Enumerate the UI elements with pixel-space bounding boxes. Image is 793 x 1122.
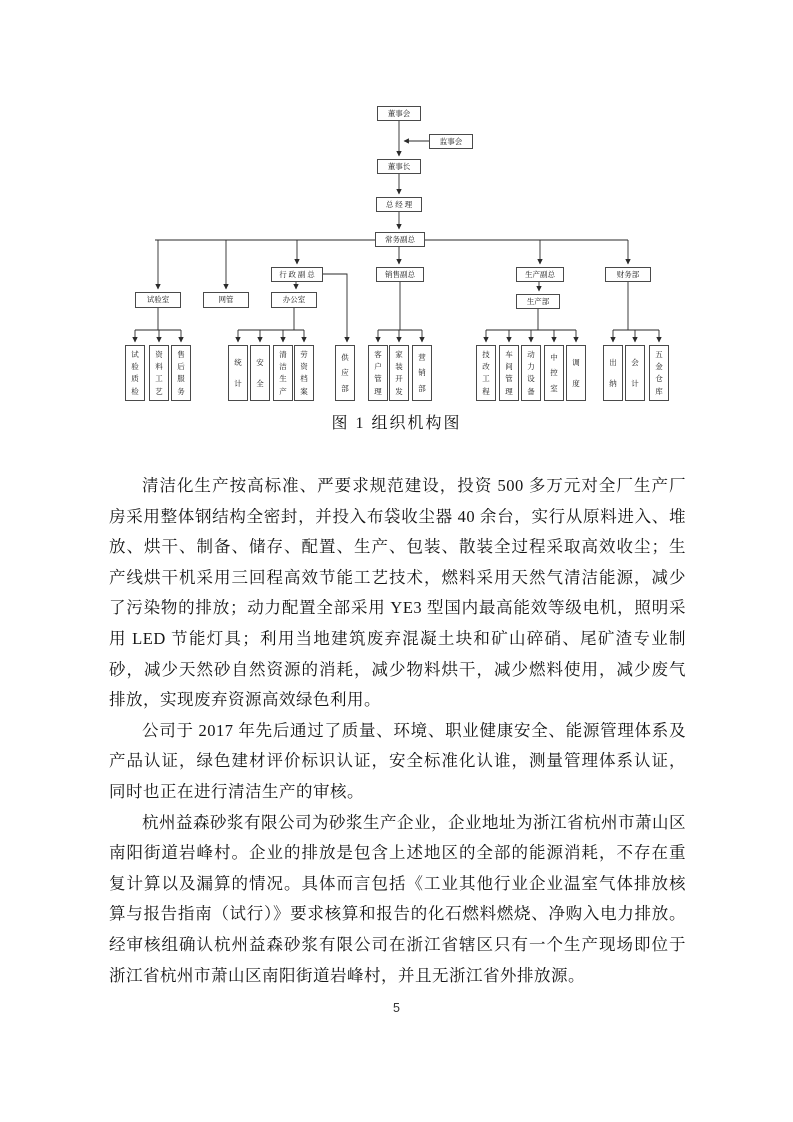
paragraph-clean-production: 清洁化生产按高标准、严要求规范建设，投资 500 多万元对全厂生产厂房采用整体钢结构全密封，并投入布袋收尘器 40 余台，实行从原料进入、堆放、烘干、制备、储存、配置、生产、包装、散装全过程采取高效收尘；生产线烘干机采用三回程高效节能工艺技术，燃料采用天然气清洁能源，减少了污染物的排放；动力配置全部采用 YE3 型国内最高能效等级电机，照明采用 LED 节能灯具；利用当地建筑废弃混凝土块和矿山碎硝、尾矿渣专业制砂，减少天然砂自然资源的消耗，减少物料烘干，减少燃料使用，减少废气排放，实现废弃资源高效绿色利用。 bbox=[109, 476, 686, 710]
body-text bbox=[109, 471, 686, 991]
org-node-sales-vp: 销售副总 bbox=[376, 267, 424, 282]
figure-caption: 图 1 组织机构图 bbox=[331, 415, 462, 432]
org-node-supervisory-board: 监事会 bbox=[429, 134, 473, 149]
org-node-admin-vp: 行 政 副 总 bbox=[271, 267, 323, 282]
org-node-statistics: 统 计 bbox=[228, 345, 248, 401]
org-node-test-quality: 试 验 质 检 bbox=[125, 345, 145, 401]
org-node-network-admin: 网管 bbox=[203, 292, 249, 308]
org-node-office: 办公室 bbox=[271, 292, 317, 308]
org-node-after-sales: 售 后 服 务 bbox=[171, 345, 191, 401]
paragraph-company-boundary: 杭州益森砂浆有限公司为砂浆生产企业，企业地址为浙江省杭州市萧山区南阳街道岩峰村。企业的排放是包含上述地区的全部的能源消耗，不存在重复计算以及漏算的情况。具体而言包括《工业其他行业企业温室气体排放核算与报告指南（试行）》要求核算和报告的化石燃料燃烧、净购入电力排放。经审核组确认杭州益森砂浆有限公司在浙江省辖区只有一个生产现场即位于浙江省杭州市萧山区南阳街道岩峰村，并且无浙江省外排放源。 bbox=[109, 812, 686, 985]
org-node-customer-mgmt: 客 户 管 理 bbox=[368, 345, 388, 401]
org-node-dispatch: 调 度 bbox=[566, 345, 586, 401]
page-number: 5 bbox=[393, 1001, 400, 1015]
org-node-labor-archives: 劳 资 档 案 bbox=[294, 345, 314, 401]
org-node-production-dept: 生产部 bbox=[516, 294, 560, 309]
paragraph-certifications: 公司于 2017 年先后通过了质量、环境、职业健康安全、能源管理体系及产品认证，绿色建材评价标识认证，安全标准化认谁，测量管理体系认证，同时也正在进行清洁生产的审核。 bbox=[109, 720, 686, 801]
org-node-finance-dept: 财务部 bbox=[605, 267, 651, 282]
org-node-executive-deputy-gm: 常务副总 bbox=[375, 232, 425, 247]
org-node-safety: 安 全 bbox=[250, 345, 270, 401]
org-node-chairman: 董事长 bbox=[377, 159, 421, 174]
org-node-hardware-warehouse: 五 金 仓 库 bbox=[649, 345, 669, 401]
org-node-production-vp: 生产副总 bbox=[516, 267, 564, 282]
org-node-tech-improvement: 技 改 工 程 bbox=[476, 345, 496, 401]
org-node-cashier: 出 纳 bbox=[603, 345, 623, 401]
org-node-clean-production: 清 洁 生 产 bbox=[273, 345, 293, 401]
org-node-power-equipment: 动 力 设 备 bbox=[521, 345, 541, 401]
org-node-home-decoration-dev: 家 装 开 发 bbox=[389, 345, 409, 401]
org-node-material-process: 资 料 工 艺 bbox=[149, 345, 169, 401]
org-node-workshop-mgmt: 车 间 管 理 bbox=[499, 345, 519, 401]
org-node-control-room: 中 控 室 bbox=[544, 345, 564, 401]
org-node-test-room: 试验室 bbox=[135, 292, 181, 308]
org-node-accounting: 会 计 bbox=[625, 345, 645, 401]
org-node-marketing-dept: 营 销 部 bbox=[412, 345, 432, 401]
org-node-general-manager: 总 经 理 bbox=[376, 197, 422, 212]
org-node-supply-dept: 供 应 部 bbox=[335, 345, 355, 401]
org-node-board-of-directors: 董事会 bbox=[377, 106, 421, 121]
